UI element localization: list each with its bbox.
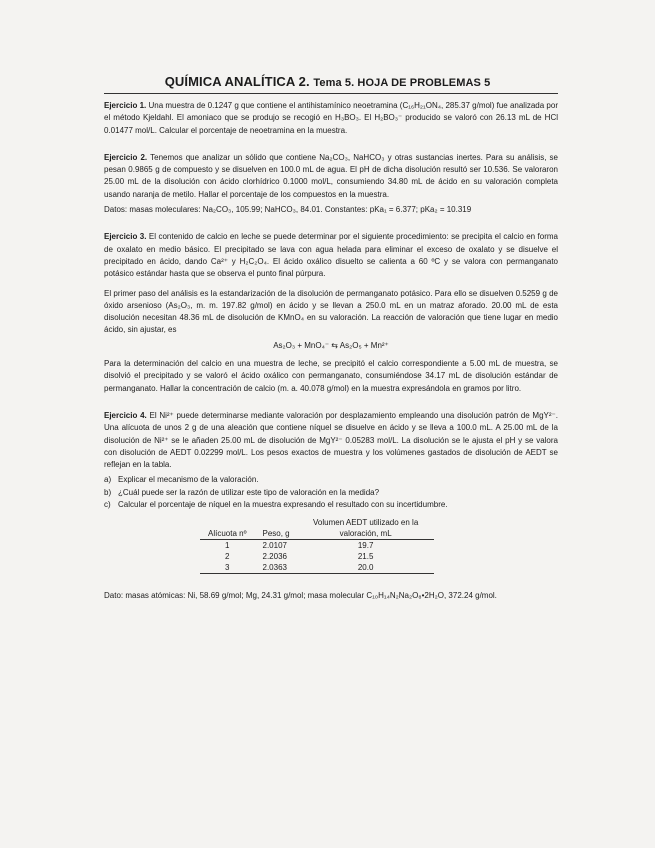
table-header-row: [200, 517, 434, 540]
cell-aliquot: 1: [225, 541, 230, 551]
list-item: [104, 487, 558, 499]
question-letter: c): [104, 500, 111, 510]
final-data: Dato: masas atómicas: Ni, 58.69 g/mol; Mg, 24.31 g/mol; masa molecular C₁₀H₁₄N₂Na₂O₈•2H₂O, 372.24 g/mol.: [104, 591, 497, 601]
table-row: [200, 540, 434, 552]
title-sub: Tema 5. HOJA DE PROBLEMAS 5: [313, 77, 491, 89]
cell-aliquot: 3: [225, 563, 230, 573]
title-main: QUÍMICA ANALÍTICA 2.: [164, 74, 310, 89]
table-row: [200, 562, 434, 574]
document-body: [104, 100, 558, 610]
exercise-3-calcium: Para la determinación del calcio en una muestra de leche, se precipitó el calcio correspondiente a 5.00 mL de muestra, se disolvió el precipitado y se valoró el ácido oxálico con permanganato, consumiéndose 34.17 mL de disolución estándar de permanganato. Hallar la concentración de calcio (m. a. 40.078 g/mol) en la muestra expresándola en gramos por litro.: [104, 359, 558, 393]
title-divider: [104, 93, 558, 94]
reaction-equation: As₂O₃ + MnO₄⁻ ⇆ As₂O₅ + Mn²⁺: [273, 340, 389, 350]
exercise-1-text: Una muestra de 0.1247 g que contiene el antihistamínico neoetramina (C₁₆H₂₁ON₄, 285.37 g/mol) fue analizada por el método Kjeldahl. El amoniaco que se produjo se recogió en H₃BO₃. El H₂BO₃⁻ producido se valoró con 26.13 mL de HCl 0.01477 mol/L. Calcular el porcentaje de neoetramina en la muestra.: [104, 101, 558, 135]
exercise-2-text: Tenemos que analizar un sólido que contiene Na₂CO₃, NaHCO₃ y otras sustancias inertes. Para su análisis, se pesan 0.9865 g de compuesto y se disuelven en 100.0 mL de agua. El pH de dicha disolución resultó ser 10.536. Se valoraron 25.00 mL de la disolución con ácido clorhídrico 0.1000 mol/L, consumiendo 34.80 mL de ácido en su valoración completa usando naranja de metilo. Hallar el porcentaje de los compuestos en la muestra.: [104, 152, 558, 199]
col-volume-header: Volumen AEDT utilizado en la valoración, mL: [313, 518, 419, 539]
exercise-1: [104, 100, 558, 137]
exercise-4-label: Ejercicio 4.: [104, 410, 147, 420]
results-table: [200, 517, 434, 574]
exercise-4: [104, 410, 558, 471]
cell-weight: 2.2036: [262, 552, 287, 562]
exercise-2-label: Ejercicio 2.: [104, 152, 148, 162]
exercise-2: [104, 152, 558, 201]
list-item: [104, 474, 558, 486]
exercise-4-text: El Ni²⁺ puede determinarse mediante valoración por desplazamiento empleando una disolución patrón de MgY²⁻. Una alícuota de unos 2 g de una aleación que contiene níquel se disuelve en ácido y se lleva a 100.0 mL. A 25.00 mL de la disolución de Ni²⁺ se le añaden 25.00 mL de disolución de MgY²⁻ 0.05283 mol/L. La disolución se le ajusta el pH y se valora con disolución de AEDT 0.02299 mol/L. Los pesos exactos de muestra y los volúmenes gastados de disolución de AEDT se reflejan en la tabla.: [104, 410, 558, 470]
cell-aliquot: 2: [225, 552, 230, 562]
question-text: Explicar el mecanismo de la valoración.: [118, 475, 259, 485]
cell-weight: 2.0363: [262, 563, 287, 573]
cell-volume: 21.5: [357, 552, 374, 562]
question-list: [104, 474, 558, 511]
col-aliquot-header: Alícuota nº: [208, 529, 247, 539]
question-text: ¿Cuál puede ser la razón de utilizar este tipo de valoración en la medida?: [118, 487, 380, 497]
cell-volume: 20.0: [357, 563, 374, 573]
col-weight-header: Peso, g: [262, 529, 290, 539]
page-title: [0, 74, 655, 89]
question-letter: a): [104, 475, 112, 485]
exercise-1-label: Ejercicio 1.: [104, 101, 147, 110]
question-letter: b): [104, 487, 112, 497]
question-text: Calcular el porcentaje de níquel en la muestra expresando el resultado con su incertidumbre.: [118, 500, 448, 510]
exercise-3-label: Ejercicio 3.: [104, 232, 147, 242]
cell-volume: 19.7: [357, 541, 374, 551]
list-item: [104, 499, 558, 511]
exercise-3: [104, 231, 558, 280]
exercise-3-text: El contenido de calcio en leche se puede determinar por el siguiente procedimiento: se precipita el calcio en forma de oxalato en medio básico. El precipitado se lava con agua helada para eliminar el exceso de oxalato y se disuelve el precipitado en ácido, dando Ca²⁺ y H₂C₂O₄. El ácido oxálico disuelto se calienta a 60 ºC y se valora con permanganato potásico estándar hasta que se observa el punto final púrpura.: [104, 232, 558, 279]
cell-weight: 2.0107: [262, 541, 287, 551]
table-row: [200, 551, 434, 562]
exercise-2-data: Datos: masas moleculares: Na₂CO₃, 105.99; NaHCO₃, 84.01. Constantes: pKa₁ = 6.377; pKa₂ = 10.319: [104, 205, 472, 215]
exercise-3-standardization: El primer paso del análisis es la estandarización de la disolución de permanganato potásico. Para ello se disuelven 0.5259 g de óxido arsenioso (As₂O₃, m. m. 197.82 g/mol) en ácido y se llevan a 250.0 mL en un matraz aforado. 20.00 mL de esta disolución necesitan 48.36 mL de disolución de KMnO₄ en su valoración. La reacción de valoración que tiene lugar en medio ácido, sin ajustar, es: [104, 288, 558, 335]
